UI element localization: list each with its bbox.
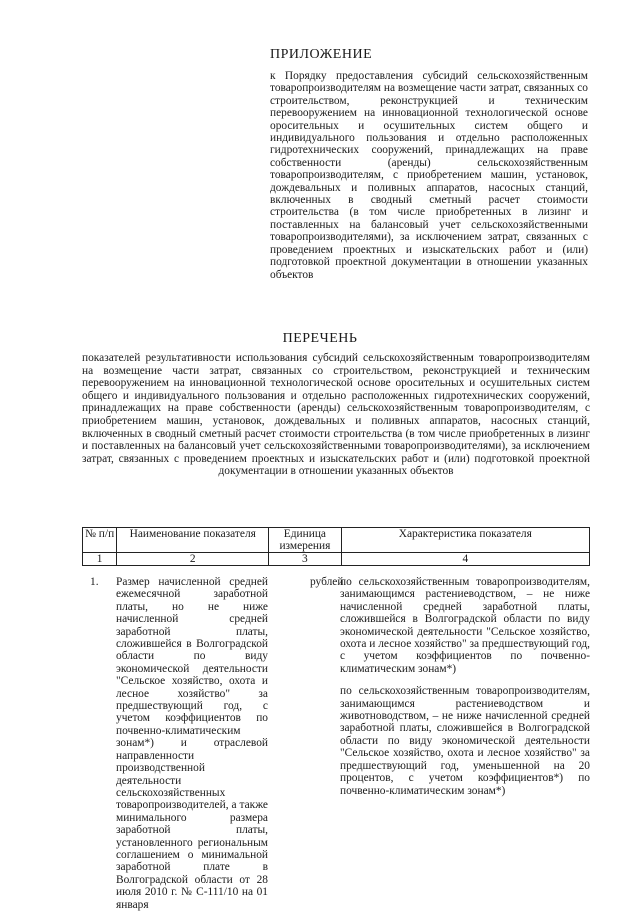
row-number: 1. (90, 576, 99, 588)
table-row (82, 576, 590, 911)
col-number: 2 (117, 553, 269, 566)
list-title: ПЕРЕЧЕНЬ (282, 331, 358, 346)
appendix-title: ПРИЛОЖЕНИЕ (270, 47, 373, 62)
characteristic-paragraph-1: по сельскохозяйственным товаропроизводителям, занимающимся растениеводством, – не ниже начисленной средней заработной платы, сложившейся в Волгоградской области по виду экономической деятельности "Сельское хозяйство, охота и лесное хозяйство" за предшествующий год, с учетом коэффициентов по почвенно-климатическим зонам*) (340, 576, 590, 675)
indicator-name: Размер начисленной средней ежемесячной заработной платы, но не ниже начисленной средней заработной платы, сложившейся в Волгоградской области по виду экономической деятельности "Сельское хозяйство, охота и лесное хозяйство" за предшествующий год, с учетом коэффициентов по почвенно-климатическим зонам*) и отраслевой направленности производственной деятельности сельскохозяйственных товаропроизводителей, а также минимального размера заработной платы, установленного региональным соглашением о минимальной заработной плате в Волгоградской области от 28 июля 2010 г. № С-111/10 на 01 января (116, 576, 268, 911)
header-characteristic: Характеристика показателя (341, 528, 589, 553)
col-number: 3 (269, 553, 341, 566)
characteristic-paragraph-2: по сельскохозяйственным товаропроизводителям, занимающимся растениеводством и животноводством, – не ниже начисленной средней заработной платы, сложившейся в Волгоградской области по виду экономической деятельности "Сельское хозяйство, охота и лесное хозяйство" за предшествующий год, уменьшенной на 20 процентов, с учетом коэффициентов*) по почвенно-климатическим зонам*) (340, 685, 590, 797)
indicator-characteristic (340, 576, 590, 807)
appendix-text: к Порядку предоставления субсидий сельскохозяйственным товаропроизводителям на возмещение части затрат, связанных со строительством, реконструкцией и техническим перевооружением на инновационной технологической основе оросительных и осушительных систем общего и индивидуального пользования и отдельно расположенных гидротехнических сооружений, принадлежащих на праве собственности (аренды) сельскохозяйственным товаропроизводителям, с приобретением машин, установок, дождевальных и поливных аппаратов, насосных станций, включенных в сводный сметный расчет стоимости строительства (в том числе приобретенных в лизинг и поставленных на балансовый учет сельскохозяйственными товаропроизводителями), за исключением затрат, связанных с проведением проектных и изыскательских работ и (или) подготовкой проектной документации в отношении указанных объектов (270, 70, 588, 281)
header-name: Наименование показателя (117, 528, 269, 553)
indicator-unit: рублей (310, 576, 344, 588)
header-unit: Единица измерения (269, 528, 341, 553)
col-number: 1 (83, 553, 117, 566)
list-text: показателей результативности использования субсидий сельскохозяйственным товаропроизводителям на возмещение части затрат, связанных со строительством, реконструкцией и техническим перевооружением на инновационной технологической основе оросительных и осушительных систем общего и индивидуального пользования и отдельно расположенных гидротехнических сооружений, принадлежащих на праве собственности (аренды) сельскохозяйственным товаропроизводителям, с приобретением машин, установок, дождевальных и поливных аппаратов, насосных станций, включенных в сводный сметный расчет стоимости строительства (в том числе приобретенных в лизинг и поставленных на балансовый учет сельскохозяйственными товаропроизводителями), за исключением затрат, связанных с проведением проектных и изыскательских работ и (или) подготовкой проектной документации в отношении указанных объектов (82, 352, 590, 478)
header-num: № п/п (83, 528, 117, 553)
indicators-table-header (82, 527, 590, 566)
table-column-numbers-row (83, 553, 590, 566)
col-number: 4 (341, 553, 589, 566)
table-header-row (83, 528, 590, 553)
